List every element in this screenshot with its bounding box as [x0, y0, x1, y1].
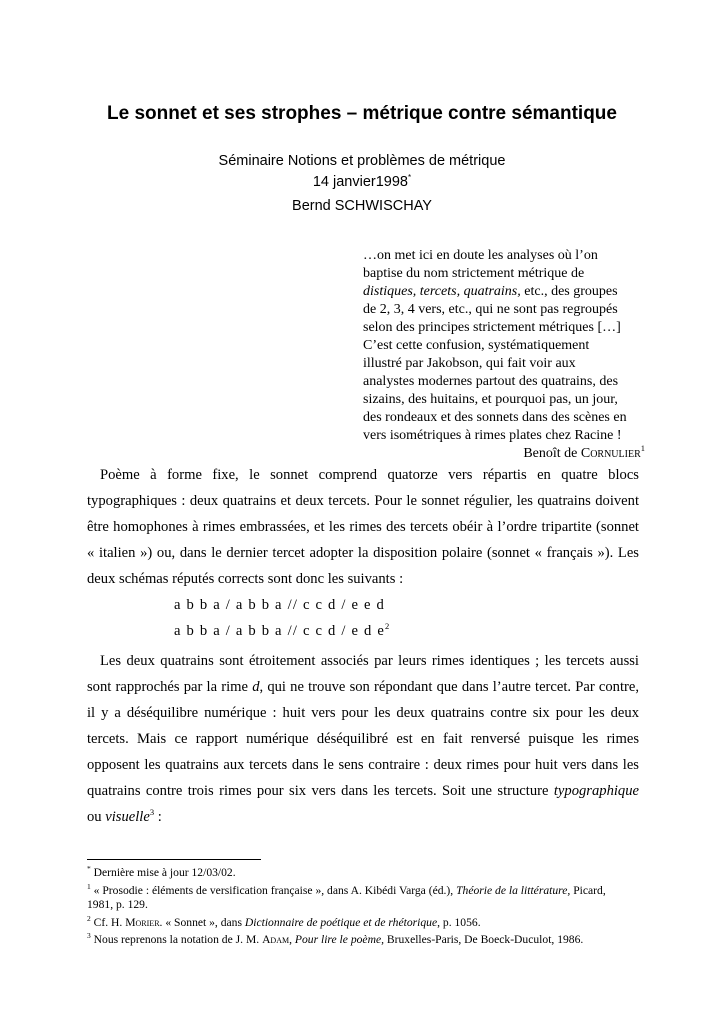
epigraph-line: selon des principes strictement métriques […]	[363, 320, 621, 335]
footnote-title: Pour lire le poème,	[294, 933, 384, 946]
footnote-text: , p. 1056.	[437, 915, 481, 929]
footnote-text: ,	[289, 933, 295, 946]
paragraph-line: tercets. Mais ce rapport numérique déséquilibré est en fait renversé puisque les rimes	[87, 731, 639, 747]
paragraph-line	[87, 804, 639, 830]
seminar-line: Séminaire Notions et problèmes de métrique	[218, 153, 506, 169]
attribution-prefix: Benoît de	[523, 446, 581, 461]
paragraph-line: typographiques : deux quatrains et deux tercets. Pour le sonnet régulier, les quatrains doivent	[87, 493, 639, 509]
footnote-author: Adam	[262, 933, 290, 946]
footnote-mark: 1	[87, 881, 91, 891]
footnote-text: Picard,	[570, 883, 606, 897]
footnote-2	[87, 913, 647, 931]
footnote-ref-2[interactable]: 2	[385, 621, 391, 631]
footnote-1	[87, 881, 647, 899]
epigraph-line: …on met ici en doute les analyses où l’on	[363, 248, 598, 263]
rhyme-scheme-2-text: a b b a / a b b a // c c d / e d e	[174, 623, 385, 639]
text-run: ou	[87, 809, 106, 825]
footnote-title: Théorie de la littérature,	[456, 883, 571, 897]
footnote-mark: *	[87, 864, 91, 873]
paragraph-line: Poème à forme fixe, le sonnet comprend quatorze vers répartis en quatre blocs	[100, 467, 639, 483]
epigraph-line: sizains, des huitains, et pourquoi pas, un jour,	[363, 392, 618, 407]
epigraph-line: vers isométriques à rimes plates chez Racine !	[363, 428, 622, 443]
attribution-name: Cornulier	[580, 446, 641, 461]
paragraph-2	[87, 648, 639, 830]
footnote-1-continued: 1981, p. 129.	[87, 898, 148, 911]
epigraph-line: analystes modernes partout des quatrains, des	[363, 374, 619, 389]
footnote-mark: 2	[87, 913, 91, 923]
italic-term: typographique	[553, 783, 639, 799]
paragraph-line: deux schémas réputés corrects sont donc les suivants :	[87, 571, 404, 587]
text-run: quatrains contre trois rimes pour six vers dans les tercets. Soit une structure	[87, 783, 554, 799]
footnote-ref-1[interactable]: 1	[640, 443, 645, 453]
footnote-3	[87, 933, 647, 948]
rhyme-scheme-2	[87, 618, 639, 644]
italic-term: visuelle	[105, 809, 150, 825]
paragraph-line: il y a déséquilibre numérique : huit vers pour les deux quatrains contre six pour les deux	[87, 705, 639, 721]
text-run: :	[154, 809, 162, 825]
footnote-ref-3[interactable]: 3	[149, 807, 155, 817]
footnote-text: Nous reprenons la notation de J. M.	[90, 933, 263, 946]
paragraph-line	[87, 674, 639, 700]
date-line	[60, 173, 664, 191]
epigraph-line: des rondeaux et des sonnets dans des scènes en	[363, 410, 627, 425]
text-run: sont rapprochés par la rime	[87, 679, 253, 695]
footnote-text: Bruxelles-Paris, De Boeck-Duculot, 1986.	[383, 933, 584, 946]
date-footnote-ref[interactable]: *	[408, 173, 412, 182]
footnote-text: . « Sonnet », dans	[159, 915, 245, 929]
page-title: Le sonnet et ses strophes – métrique contre sémantique	[107, 103, 617, 124]
epigraph-line: C’est cette confusion, systématiquement	[363, 338, 590, 353]
epigraph	[363, 247, 645, 463]
paragraph-line	[87, 778, 639, 804]
author-line: Bernd SCHWISCHAY	[292, 198, 432, 214]
epigraph-attribution	[363, 445, 645, 463]
footnote-text: Cf. H.	[90, 915, 126, 929]
epigraph-line: de 2, 3, 4 vers, etc., qui ne sont pas regroupés	[363, 302, 618, 317]
italic-rhyme-letter: d	[252, 679, 260, 695]
epigraph-line	[363, 283, 645, 301]
footnote-mark: 3	[87, 931, 91, 940]
paragraph-line: être homophones à rimes embrassées, et les rimes des tercets obéir à l’ordre tripartite (sonnet	[87, 519, 639, 535]
paragraph-line: Les deux quatrains sont étroitement associés par leurs rimes identiques ; les tercets aussi	[100, 653, 639, 669]
paragraph-line: opposent les quatrains aux tercets dans le sens contraire : deux rimes pour huit vers dans les	[87, 757, 639, 773]
epigraph-italic-terms: distiques, tercets, quatrains,	[363, 284, 521, 299]
footnote-text: Dernière mise à jour 12/03/02.	[90, 866, 236, 879]
footnote-title: Dictionnaire de poétique et de rhétorique	[244, 915, 438, 929]
footnote-star	[87, 866, 647, 881]
footnote-author: Morier	[125, 915, 160, 929]
date-text: 14 janvier1998	[312, 174, 408, 190]
paragraph-line: « italien ») ou, dans le dernier tercet adopter la disposition polaire (sonnet « français »). Les	[87, 545, 639, 561]
rhyme-scheme-1: a b b a / a b b a // c c d / e e d	[174, 597, 385, 613]
epigraph-text: etc., des groupes	[520, 284, 618, 299]
footnote-text: « Prosodie : éléments de versification française », dans A. Kibédi Varga (éd.),	[90, 883, 457, 897]
epigraph-line: baptise du nom strictement métrique de	[363, 266, 585, 281]
footnote-divider	[87, 859, 261, 860]
epigraph-line: illustré par Jakobson, qui fait voir aux	[363, 356, 576, 371]
text-run: , qui ne trouve son répondant que dans l’autre tercet. Par contre,	[259, 679, 640, 695]
footnotes	[87, 866, 647, 948]
paragraph-1	[87, 462, 639, 644]
